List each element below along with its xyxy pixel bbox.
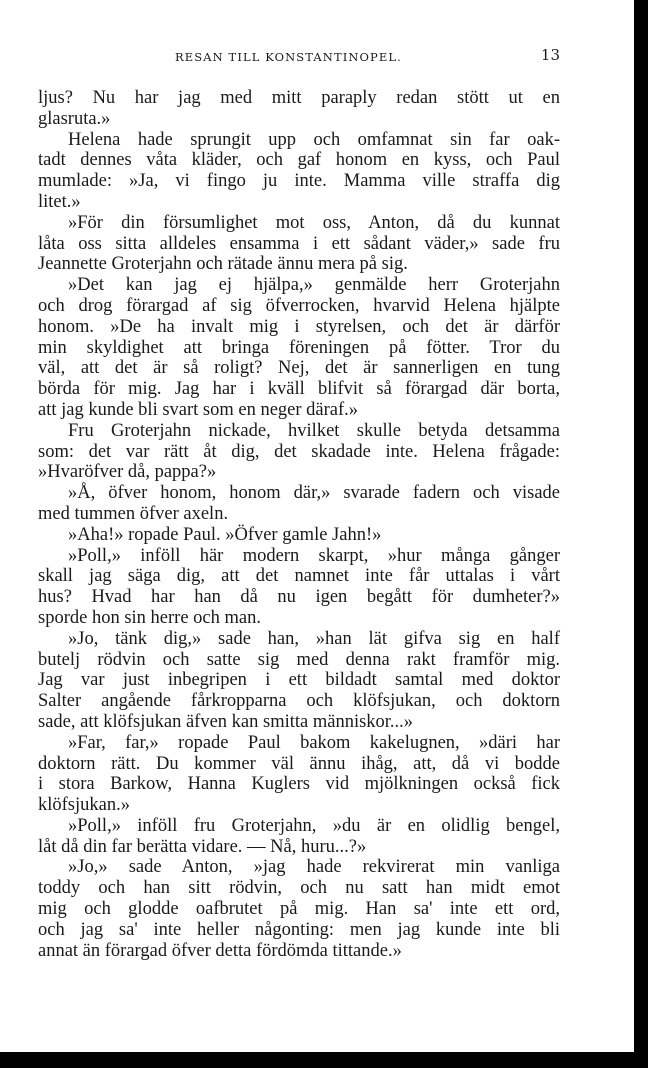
text-line: tadt dennes våta kläder, och gaf honom en kyss, och Paul [38,150,560,171]
text-line: sporde hon sin herre och man. [38,607,261,628]
text-line: »Jo,» sade Anton, »jag hade rekvirerat min vanliga [68,857,560,878]
text-line: hus? Hvad har han då nu igen begått för dumheter?» [38,587,560,608]
text-line: min skyldighet att bringa föreningen på fötter. Tror du [38,337,560,358]
text-line: Fru Groterjahn nickade, hvilket skulle betyda detsamma [68,420,560,441]
body-text [38,88,560,961]
text-line: Jag var just inbegripen i ett bildadt samtal med doktor [38,670,560,691]
text-line: klöfsjukan.» [38,795,130,816]
text-line: väl, att det är så roligt? Nej, det är sannerligen en tung [38,358,560,379]
text-line: honom. »De ha invalt mig i styrelsen, och det är därför [38,316,560,337]
text-line: »Det kan jag ej hjälpa,» genmälde herr Groterjahn [68,275,560,296]
scan-edge-bottom [0,1052,648,1068]
text-line: låt då din far berätta vidare. — Nå, huru...?» [38,836,367,857]
text-line: butelj rödvin och satte sig med denna rakt framför mig. [38,649,560,670]
scan-edge-right [634,0,648,1068]
text-line: »Jo, tänk dig,» sade han, »han lät gifva sig en half [68,628,560,649]
text-line: mumlade: »Ja, vi fingo ju inte. Mamma ville straffa dig [38,171,560,192]
text-line: Salter angående fårkropparna och klöfsjukan, och doktorn [38,691,560,712]
text-line: doktorn rätt. Du kommer väl ännu ihåg, att, då vi bodde [38,753,560,774]
page-header [40,46,560,70]
text-line: skall jag säga dig, att det namnet inte får uttalas i vårt [38,566,560,587]
text-line: »Hvaröfver då, pappa?» [38,462,217,483]
text-line: »Poll,» inföll här modern skarpt, »hur många gånger [68,545,560,566]
text-line: Helena hade sprungit upp och omfamnat sin far oak- [68,129,560,150]
text-line: »Poll,» inföll fru Groterjahn, »du är en olidlig bengel, [68,815,560,836]
text-line: att jag kunde bli svart som en neger däraf.» [38,399,359,420]
text-line: Jeannette Groterjahn och rätade ännu mera på sig. [38,254,408,275]
text-line: i stora Barkow, Hanna Kuglers vid mjölkningen också fick [38,774,560,795]
text-line: som: det var rätt åt dig, det skadade inte. Helena frågade: [38,441,560,462]
text-line: »Å, öfver honom, honom där,» svarade fadern och visade [68,483,560,504]
running-title: RESAN TILL KONSTANTINOPEL. [175,50,402,64]
text-line: glasruta.» [38,108,111,129]
text-line: »Far, far,» ropade Paul bakom kakelugnen, »däri har [68,732,560,753]
text-line: »Aha!» ropade Paul. »Öfver gamle Jahn!» [68,524,382,545]
text-line: och jag sa' inte heller någonting: men jag kunde inte bli [38,919,560,940]
text-line: litet.» [38,191,81,212]
text-line: mig och glodde oafbrutet på mig. Han sa' inte ett ord, [38,899,560,920]
text-line: och drog förargad af sig öfverrocken, hvarvid Helena hjälpte [38,295,560,316]
text-line: låta oss sitta alldeles ensamma i ett sådant väder,» sade fru [38,233,560,254]
text-line: annat än förargad öfver detta fördömda tittande.» [38,940,402,961]
text-line: »För din försumlighet mot oss, Anton, då du kunnat [68,212,560,233]
text-line: ljus? Nu har jag med mitt paraply redan stött ut en [38,88,560,108]
text-line: med tummen öfver axeln. [38,503,229,524]
text-line: toddy och han sitt rödvin, och nu satt han midt emot [38,878,560,899]
page-number: 13 [540,46,560,64]
text-line: börda för mig. Jag har i kväll blifvit så förargad där borta, [38,379,560,400]
text-line: sade, att klöfsjukan äfven kan smitta människor...» [38,711,414,732]
